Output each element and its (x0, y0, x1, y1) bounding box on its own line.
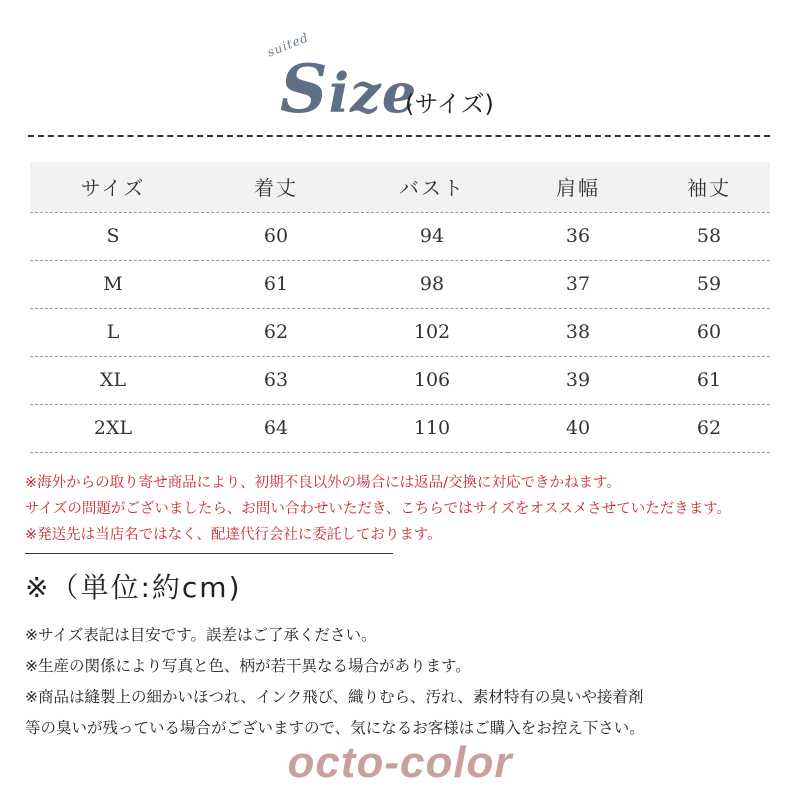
cell-shoulder: 37 (508, 260, 648, 308)
note-line: ※サイズ表記は目安です。誤差はご了承ください。 (25, 626, 377, 644)
column-header-size: サイズ (30, 162, 196, 212)
size-subtitle: (サイズ) (405, 90, 494, 118)
cell-length: 64 (196, 404, 356, 452)
table-row (30, 260, 770, 308)
cell-sleeve: 61 (648, 356, 770, 404)
cell-sleeve: 58 (648, 212, 770, 260)
table-header-row (30, 162, 770, 212)
cell-size: XL (30, 356, 196, 404)
column-header-sleeve: 袖丈 (648, 162, 770, 212)
cell-size: L (30, 308, 196, 356)
table-row (30, 404, 770, 452)
cell-length: 62 (196, 308, 356, 356)
cell-length: 60 (196, 212, 356, 260)
brand-watermark: octo-color (287, 738, 513, 787)
cell-shoulder: 38 (508, 308, 648, 356)
column-header-length: 着丈 (196, 162, 356, 212)
size-title-rest: ize (328, 61, 418, 125)
unit-label: ※（単位:約cm) (25, 571, 242, 604)
note-line: 等の臭いが残っている場合がございますので、気になるお客様はご購入をお控え下さい。 (25, 719, 645, 737)
notice-line: ※発送先は当店名ではなく、配達代行会社に委託しております。 (25, 527, 442, 543)
size-header (0, 0, 800, 130)
notice-line: ※海外からの取り寄せ商品により、初期不良以外の場合には返品/交換に対応できかねます。 (25, 475, 621, 491)
table-row (30, 356, 770, 404)
cell-size: M (30, 260, 196, 308)
cell-sleeve: 62 (648, 404, 770, 452)
cell-sleeve: 60 (648, 308, 770, 356)
header-divider (28, 135, 770, 137)
suited-label: suited (265, 30, 311, 60)
cell-bust: 106 (356, 356, 508, 404)
cell-size: 2XL (30, 404, 196, 452)
cell-bust: 98 (356, 260, 508, 308)
cell-length: 61 (196, 260, 356, 308)
note-line: ※生産の関係により写真と色、柄が若干異なる場合があります。 (25, 657, 471, 675)
note-line: ※商品は縫製上の細かいほつれ、インク飛び、織りむら、汚れ、素材特有の臭いや接着剤 (25, 688, 644, 706)
cell-bust: 110 (356, 404, 508, 452)
cell-bust: 94 (356, 212, 508, 260)
notice-divider (25, 553, 393, 554)
size-title-initial: S (280, 50, 329, 128)
cell-bust: 102 (356, 308, 508, 356)
table-row (30, 212, 770, 260)
cell-size: S (30, 212, 196, 260)
notice-line: サイズの問題がございましたら、お問い合わせいただき、こちらではサイズをオススメさせていただきます。 (25, 501, 732, 517)
table-row (30, 308, 770, 356)
shipping-notice (25, 470, 785, 548)
cell-sleeve: 59 (648, 260, 770, 308)
cell-shoulder: 40 (508, 404, 648, 452)
size-title (280, 50, 418, 128)
cell-length: 63 (196, 356, 356, 404)
product-notes (25, 620, 785, 744)
column-header-bust: バスト (356, 162, 508, 212)
cell-shoulder: 36 (508, 212, 648, 260)
column-header-shoulder: 肩幅 (508, 162, 648, 212)
size-table (30, 162, 770, 453)
cell-shoulder: 39 (508, 356, 648, 404)
